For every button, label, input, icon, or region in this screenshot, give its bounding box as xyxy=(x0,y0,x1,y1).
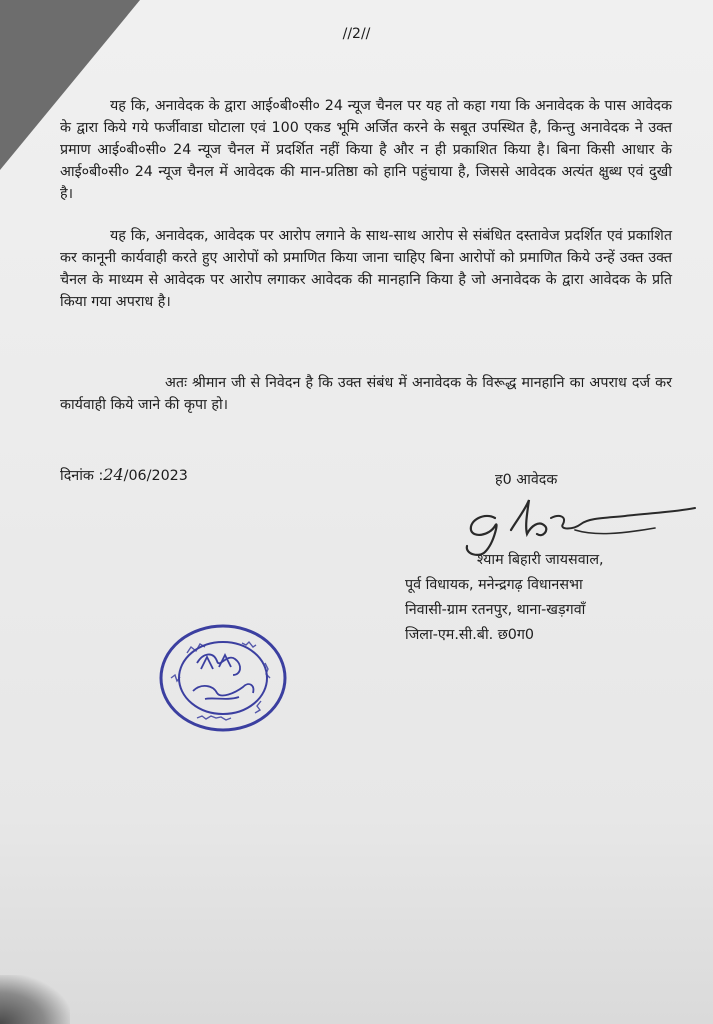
signatory-name: श्याम बिहारी जायसवाल, xyxy=(477,552,604,568)
page-number: //2// xyxy=(342,26,371,42)
signatory-block xyxy=(405,548,604,648)
paragraph-3: अतः श्रीमान जी से निवेदन है कि उक्त संबंध में अनावेदक के विरूद्ध मानहानि का अपराध दर्ज कर कार्यवाही किये जाने की कृपा हो। xyxy=(60,375,672,413)
date-month-year: /06/2023 xyxy=(123,468,188,484)
signatory-district: जिला-एम.सी.बी. छ0ग0 xyxy=(405,627,534,643)
signatory-address: निवासी-ग्राम रतनपुर, थाना-खड़गवाँ xyxy=(405,602,586,618)
date-line xyxy=(60,465,188,485)
applicant-label: ह0 आवेदक xyxy=(495,472,558,488)
paragraph-1: यह कि, अनावेदक के द्वारा आई०बी०सी० 24 न्यूज चैनल पर यह तो कहा गया कि अनावेदक के पास आवेदक के द्वारा किये गये फर्जीवाडा घोटाला एवं 100 एकड भूमि अर्जित करने के सबूत उपस्थित है, किन्तु अनावेदक ने उक्त प्रमाण आई०बी०सी० 24 न्यूज चैनल में प्रदर्शित नहीं किया है और न ही प्रकाशित किया है। बिना किसी आधार के आई०बी०सी० 24 न्यूज चैनल में आवेदक की मान-प्रतिष्ठा को हानि पहुंचाया है, जिससे आवेदक अत्यंत क्षुब्ध एवं दुखी है। xyxy=(60,98,672,202)
date-label: दिनांक : xyxy=(60,468,104,484)
date-handwritten-day: 24 xyxy=(103,465,124,484)
paragraph-2: यह कि, अनावेदक, आवेदक पर आरोप लगाने के साथ-साथ आरोप से संबंधित दस्तावेज प्रदर्शित एवं प्रकाशित कर कानूनी कार्यवाही करते हुए आरोपों को प्रमाणित किया जाना चाहिए बिना आरोपों को प्रमाणित किये उन्हें उक्त उक्त चैनल के माध्यम से आवेदक पर आरोप लगाकर आवेदक की मानहानि किया है जो अनावेदक के द्वारा आवेदक के प्रति किया गया अपराध है। xyxy=(60,228,672,310)
signatory-designation: पूर्व विधायक, मनेन्द्रगढ़ विधानसभा xyxy=(405,577,583,593)
page-shadow xyxy=(0,975,70,1024)
official-seal-stamp xyxy=(157,623,289,733)
